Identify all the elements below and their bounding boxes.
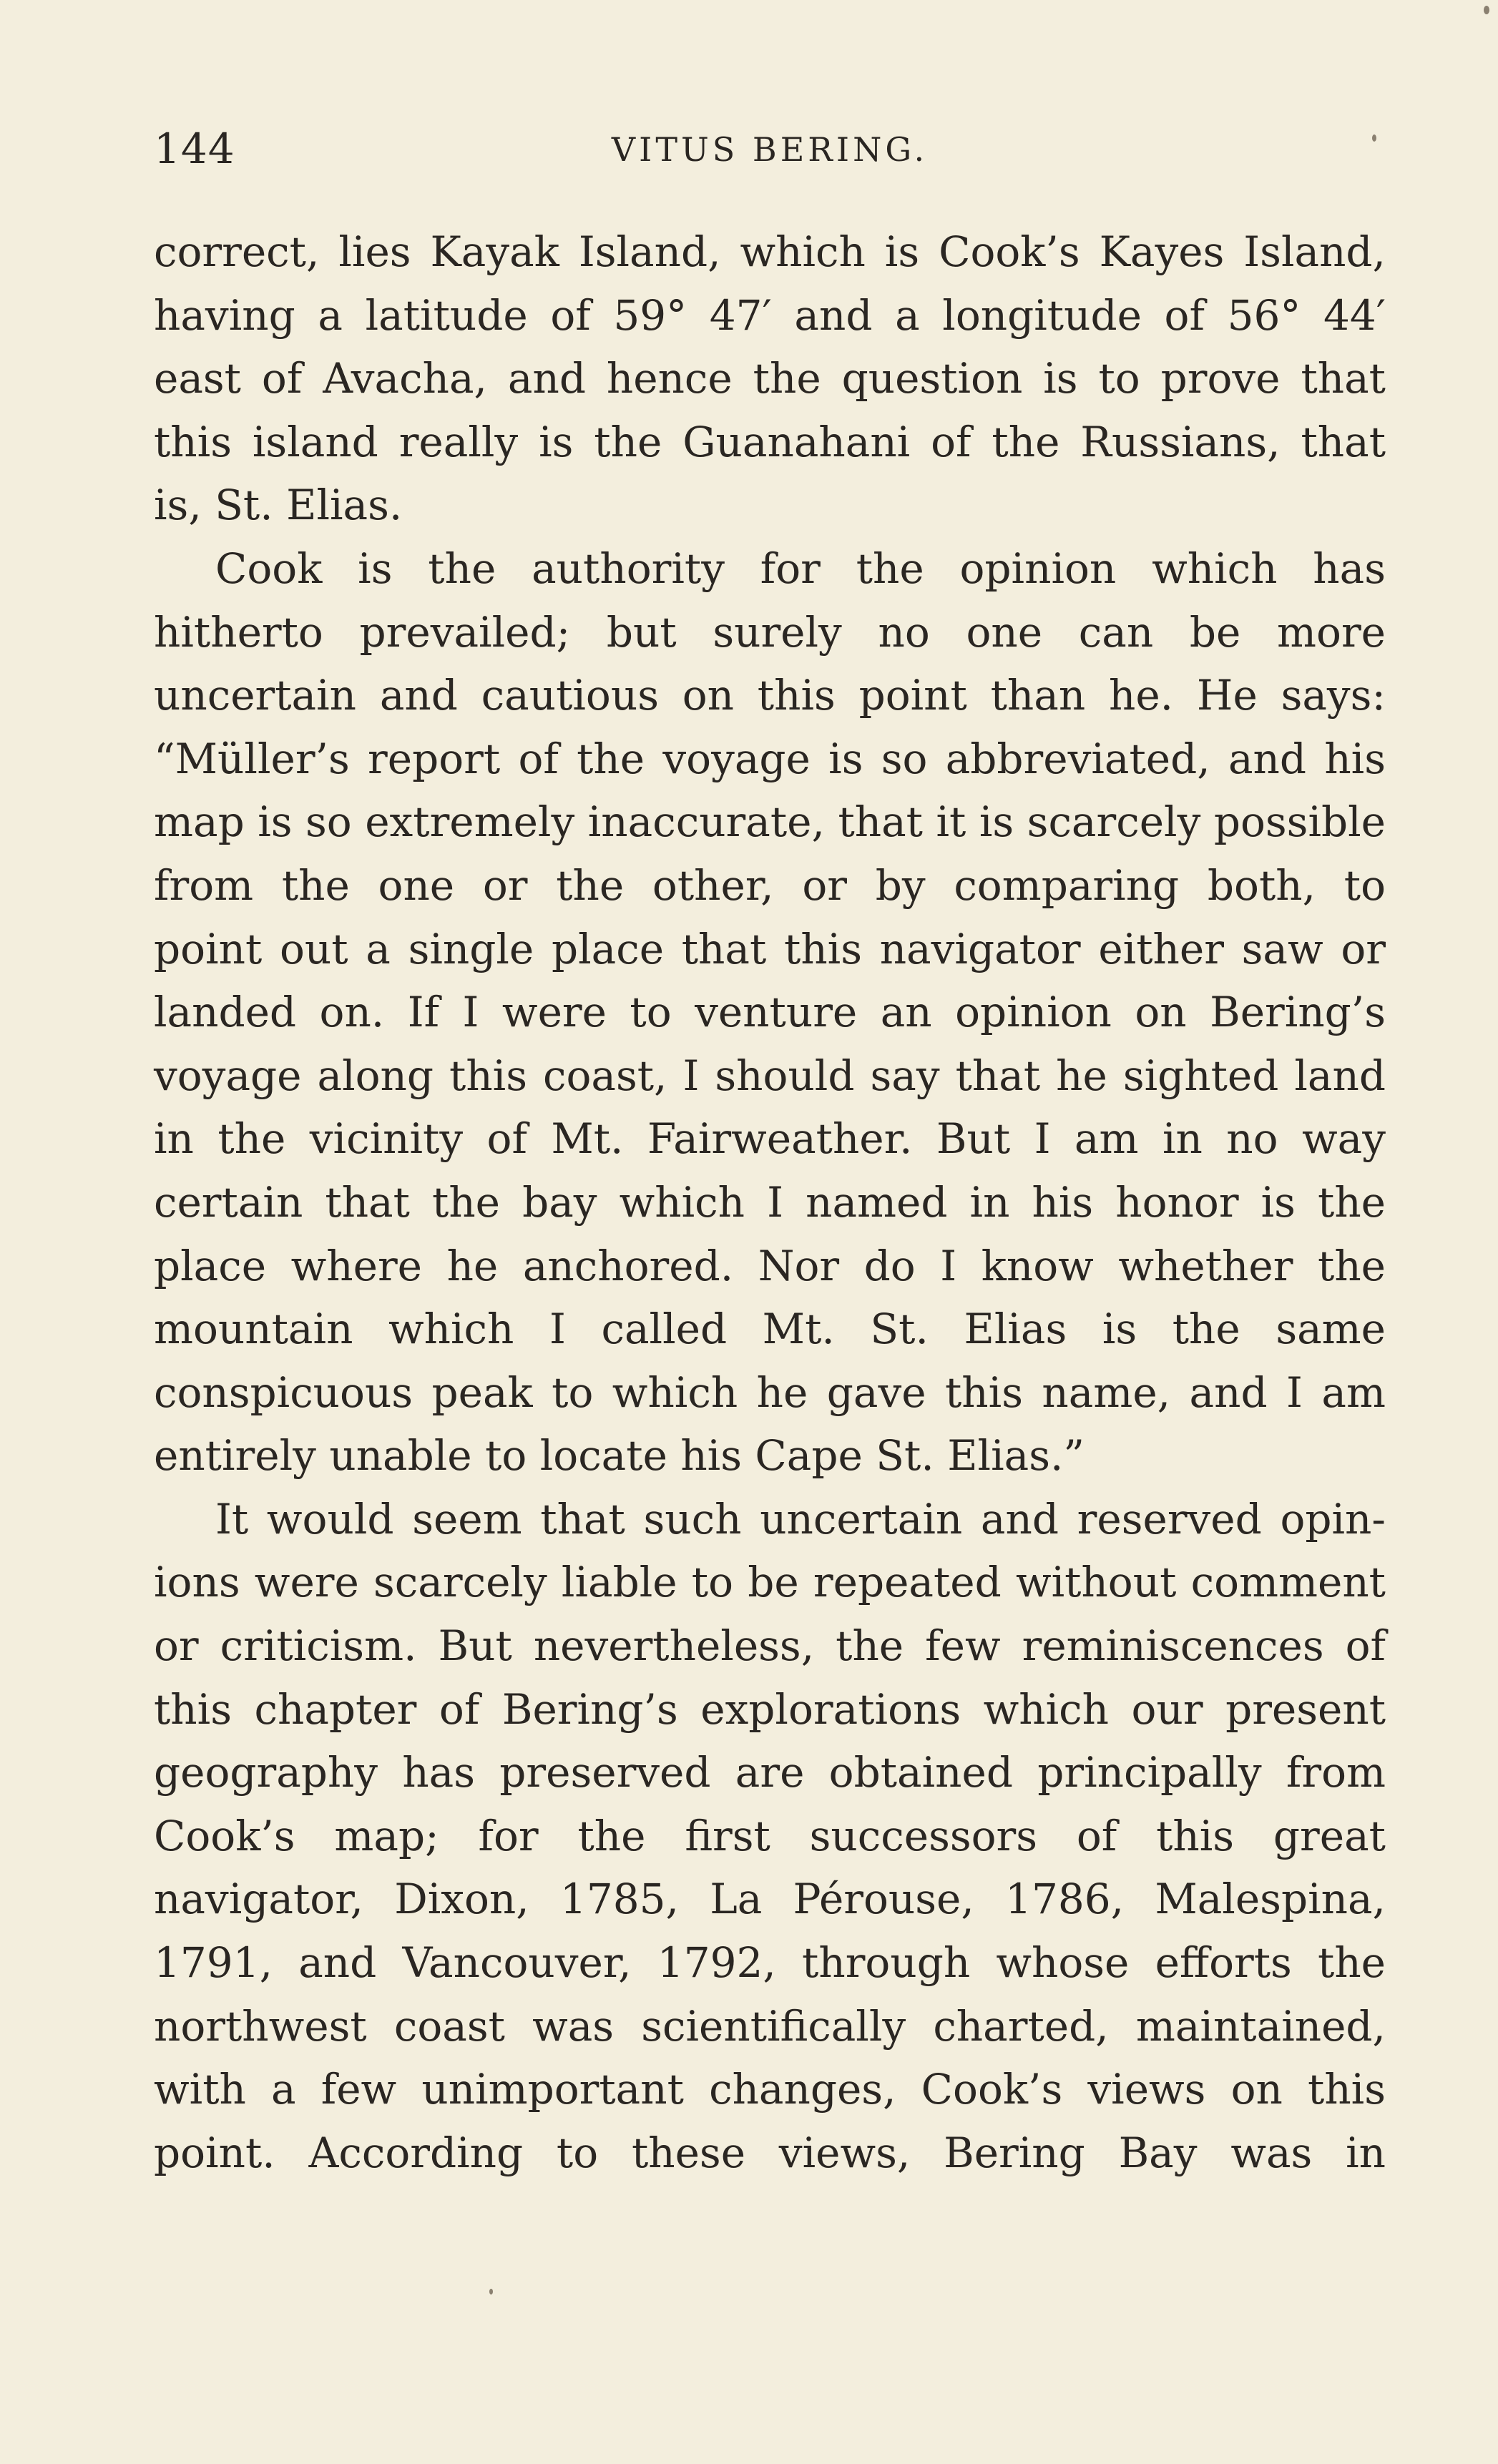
paragraph-2 bbox=[154, 537, 1386, 1488]
text-line: voyage along this coast, I should say that he sighted land bbox=[154, 1051, 1386, 1100]
text-line: “Müller’s report of the voyage is so abbreviated, and his bbox=[154, 734, 1386, 783]
text-line: geography has preserved are obtained principally from bbox=[154, 1748, 1386, 1797]
text-line: mountain which I called Mt. St. Elias is the same bbox=[154, 1305, 1386, 1354]
page-header bbox=[154, 120, 1386, 185]
paper-speck bbox=[1484, 6, 1489, 14]
paper-speck bbox=[489, 2289, 493, 2294]
text-line: east of Avacha, and hence the question is to prove that bbox=[154, 354, 1386, 403]
page-number: 144 bbox=[154, 124, 235, 173]
text-line: in the vicinity of Mt. Fairweather. But I am in no way bbox=[154, 1114, 1386, 1164]
running-head: VITUS BERING. bbox=[611, 130, 929, 169]
text-line: having a latitude of 59° 47′ and a longitude of 56° 44′ bbox=[154, 290, 1386, 340]
text-line: from the one or the other, or by comparing both, to bbox=[154, 860, 1386, 910]
body-text bbox=[154, 220, 1386, 2184]
text-line: Cook’s map; for the first successors of this great bbox=[154, 1811, 1386, 1860]
text-line: hitherto prevailed; but surely no one can be more bbox=[154, 607, 1386, 657]
text-line: ions were scarcely liable to be repeated without comment bbox=[154, 1558, 1386, 1607]
text-line: or criticism. But nevertheless, the few reminiscences of bbox=[154, 1621, 1386, 1671]
text-line: this island really is the Guanahani of the Russians, that bbox=[154, 417, 1386, 466]
text-line: conspicuous peak to which he gave this name, and I am bbox=[154, 1368, 1386, 1417]
text-line: with a few unimportant changes, Cook’s views on this bbox=[154, 2065, 1386, 2114]
text-line: this chapter of Bering’s explorations which our present bbox=[154, 1684, 1386, 1734]
text-line: point. According to these views, Bering Bay was in bbox=[154, 2128, 1386, 2177]
paper-speck bbox=[1372, 134, 1376, 142]
text-line: place where he anchored. Nor do I know whether the bbox=[154, 1241, 1386, 1290]
text-line: 1791, and Vancouver, 1792, through whose efforts the bbox=[154, 1938, 1386, 1988]
text-line: Cook is the authority for the opinion which has bbox=[215, 544, 1386, 593]
text-line: uncertain and cautious on this point than he. He says: bbox=[154, 671, 1386, 720]
text-line: navigator, Dixon, 1785, La Pérouse, 1786, Malespina, bbox=[154, 1875, 1386, 1924]
text-line: It would seem that such uncertain and reserved opin- bbox=[215, 1494, 1386, 1543]
text-line: entirely unable to locate his Cape St. Elias.” bbox=[154, 1431, 1085, 1481]
text-line: point out a single place that this navigator either saw or bbox=[154, 924, 1386, 973]
text-line: northwest coast was scientifically charted, maintained, bbox=[154, 2001, 1386, 2051]
text-line: landed on. If I were to venture an opinion on Bering’s bbox=[154, 988, 1386, 1037]
paragraph-1 bbox=[154, 220, 1386, 537]
text-line: correct, lies Kayak Island, which is Cook’s Kayes Island, bbox=[154, 227, 1386, 276]
paragraph-3 bbox=[154, 1488, 1386, 2185]
text-line: is, St. Elias. bbox=[154, 481, 403, 530]
text-line: certain that the bay which I named in his honor is the bbox=[154, 1177, 1386, 1227]
text-line: map is so extremely inaccurate, that it is scarcely possible bbox=[154, 797, 1386, 847]
